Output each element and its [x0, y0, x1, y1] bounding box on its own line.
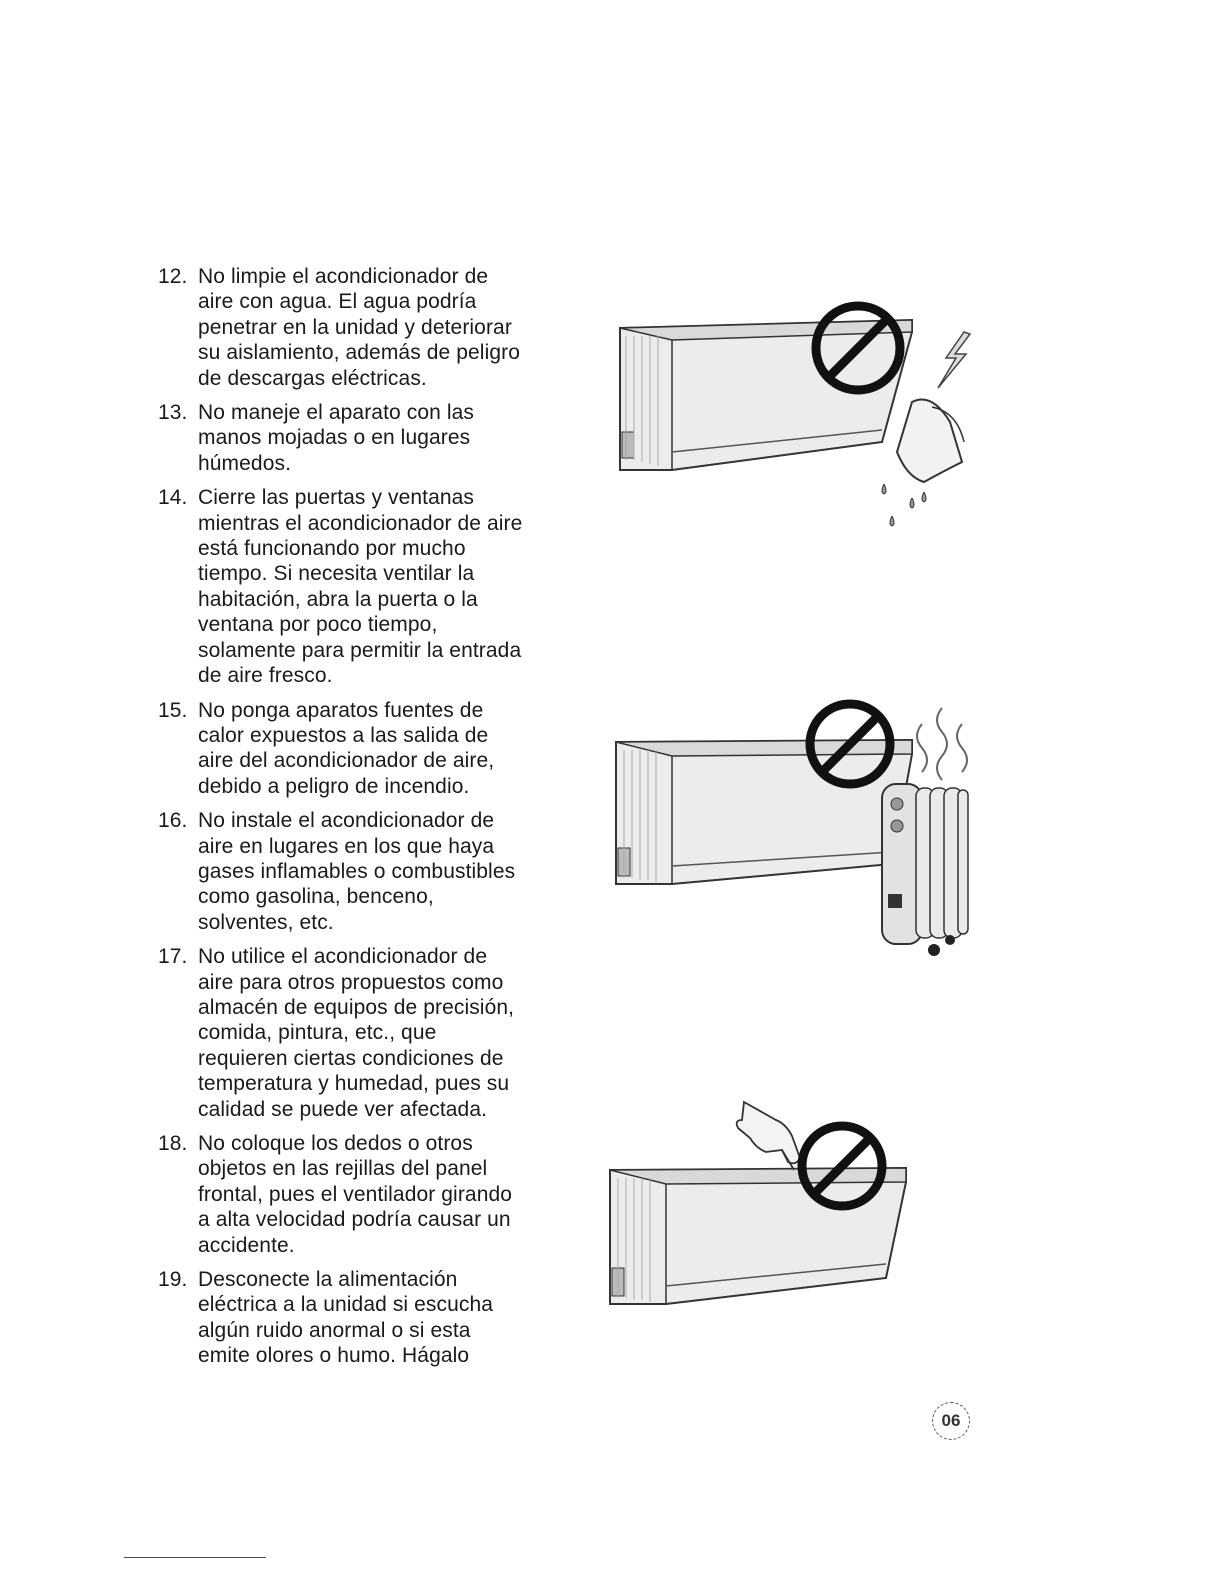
list-item [158, 944, 578, 1122]
list-item [158, 808, 578, 935]
list-item [158, 698, 578, 800]
item-text: No ponga aparatos fuentes de calor expuestos a las salida de aire del acondicionador de aire, debido a peligro de incendio. [198, 698, 495, 798]
hand-pointing-icon [737, 1102, 800, 1170]
item-number: 19. [158, 1268, 188, 1292]
lightning-icon [938, 332, 970, 388]
item-text: No utilice el acondicionador de aire para otros propuestos como almacén de equipos de precisión, comida, pintura, etc., que requieren ciertas condiciones de temperatura y humedad, pues su calidad se puede ver afectada. [198, 945, 515, 1121]
item-text: No maneje el aparato con las manos mojadas o en lugares húmedos. [198, 401, 474, 475]
item-number: 12. [158, 265, 188, 288]
safety-instructions-list [158, 264, 578, 1378]
list-item [158, 1267, 578, 1369]
no-fingers-in-grille-illustration [606, 1098, 926, 1318]
oil-heater-icon [882, 784, 968, 956]
item-number: 17. [158, 945, 188, 969]
list-item [158, 1131, 578, 1258]
no-water-cleaning-illustration [612, 292, 992, 532]
item-text: No limpie el acondicionador de aire con agua. El agua podría penetrar en la unidad y deteriorar su aislamiento, además de peligro de descargas eléctricas. [198, 265, 520, 390]
footer-divider [124, 1557, 266, 1558]
item-text: Desconecte la alimentación eléctrica a la unidad si escucha algún ruido anormal o si esta emite olores o humo. Hágalo [198, 1268, 494, 1368]
no-heat-source-illustration [612, 684, 992, 964]
item-text: No instale el acondicionador de aire en lugares en los que haya gases inflamables o combustibles como gasolina, benceno, solventes, etc. [198, 809, 516, 934]
item-text: Cierre las puertas y ventanas mientras el acondicionador de aire está funcionando por mucho tiempo. Si necesita ventilar la habitación, abra la puerta o la ventana por poco tiempo, solamente para permitir la entrada de aire fresco. [198, 486, 523, 688]
list-item [158, 485, 578, 688]
item-number: 15. [158, 698, 188, 722]
list-item [158, 400, 578, 476]
list-item [158, 264, 578, 391]
page-number: 06 [932, 1402, 970, 1440]
item-number: 16. [158, 809, 188, 833]
heat-waves-icon [917, 708, 967, 780]
item-number: 14. [158, 486, 188, 510]
air-conditioner-unit [616, 740, 912, 884]
item-text: No coloque los dedos o otros objetos en las rejillas del panel frontal, pues el ventilador girando a alta velocidad podría causar un accidente. [198, 1132, 513, 1257]
wet-cloth-hand-icon [882, 400, 964, 527]
item-number: 13. [158, 401, 188, 425]
item-number: 18. [158, 1132, 188, 1155]
air-conditioner-unit [610, 1168, 906, 1304]
